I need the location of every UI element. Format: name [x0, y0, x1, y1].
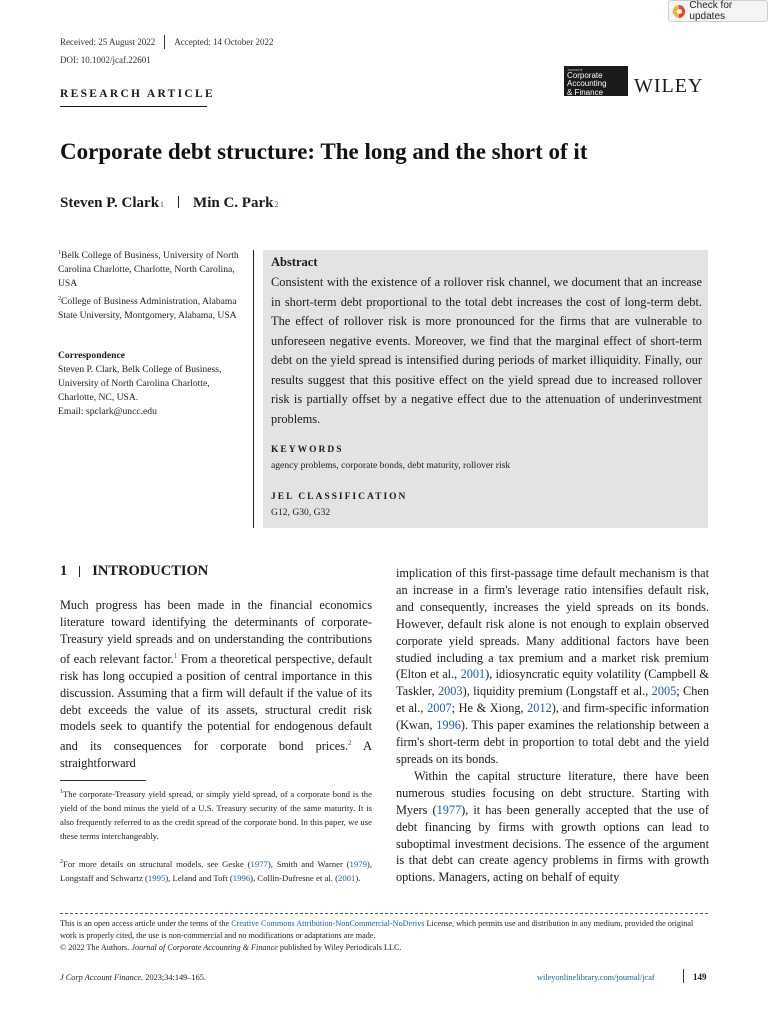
affiliation-text: Belk College of Business, University of North Carolina Charlotte, Charlotte, North Carolina, USA: [58, 250, 239, 290]
section-title: INTRODUCTION: [92, 563, 209, 579]
license-text-part: This is an open access article under the terms of the: [60, 919, 232, 928]
footnote-text: ), Smith and Warner (: [267, 858, 350, 869]
author-list: [60, 195, 278, 212]
body-text: From a theoretical perspective, default risk has long occupied a position of central importance in this discussion. Assuming that a firm will default if the value of its debt exceeds the value of its assets, structural credit risk models seek to quantify the potential for endogenous default and its consequences for corporate bond prices.: [60, 651, 373, 754]
copyright: [60, 942, 710, 954]
footnote-text: ), Leland and Toft (: [165, 872, 233, 883]
citation-link[interactable]: 1977: [250, 858, 268, 869]
author-affiliation-ref[interactable]: 1: [160, 200, 165, 209]
affiliation-number: 1: [58, 250, 61, 256]
footnote-number: 2: [60, 859, 63, 865]
citation-link[interactable]: 2001: [337, 872, 356, 883]
footnote-text: The corporate-Treasury yield spread, or simply yield spread, of a corporate bond is the yield of the bond minus the yield of a U.S. Treasury security of the same maturity. It is also frequently referred to as the credit spread of the corporate bond. In this paper, we use these terms interchangeably.: [60, 788, 372, 842]
received-date: Received: 25 August 2022: [60, 37, 156, 47]
footnote: [60, 855, 372, 885]
footnote-rule: [60, 780, 146, 781]
body-paragraph: [396, 768, 709, 886]
author-name: Min C. Park: [193, 195, 274, 211]
journal-logo-line: Journal of: [567, 68, 583, 72]
body-text: ), liquidity premium (Longstaff et al.,: [462, 684, 652, 699]
author-affiliation-ref[interactable]: 2: [274, 200, 279, 209]
date-separator: [164, 35, 165, 49]
correspondence-heading: Correspondence: [58, 350, 125, 361]
body-text: ), idiosyncratic equity volatility (Campbell & Taskler,: [396, 667, 709, 699]
body-paragraph: [60, 597, 372, 772]
license-rule: [60, 913, 708, 914]
affiliation: [58, 292, 244, 323]
citation-link[interactable]: 2001: [460, 667, 486, 682]
footer-journal: J Corp Account Finance.: [60, 973, 144, 982]
citation-link[interactable]: 1996: [436, 718, 461, 733]
license-notice: [60, 918, 710, 953]
jel-codes: G12, G30, G32: [271, 507, 331, 518]
footnote-text: ), Collin-Dufresne et al. (: [250, 872, 338, 883]
affiliation-number: 2: [58, 296, 61, 302]
accepted-date: Accepted: 14 October 2022: [174, 37, 274, 47]
citation-link[interactable]: 1996: [232, 872, 251, 883]
jel-heading: JEL CLASSIFICATION: [271, 492, 408, 502]
abstract-heading: Abstract: [271, 255, 318, 269]
body-text: ), it has been generally accepted that the use of debt financing by firms with growth options can lead to suboptimal investment decisions. The essence of the argument is that debt can create agency problems in firms with growth options. Managers, acting on behalf of equity: [396, 802, 709, 885]
footnote-text: For more details on structural models, see Geske (: [63, 858, 251, 869]
section-number: 1: [60, 563, 68, 579]
keywords-heading: KEYWORDS: [271, 445, 344, 455]
journal-url[interactable]: wileyonlinelibrary.com/journal/jcaf: [537, 973, 655, 982]
body-text: implication of this first-passage time default mechanism is that an increase in a firm's leverage ratio intensifies default risk, and consequently, increases the yield spreads on its bonds. However, default risk alone is not enough to explain observed corporate yield spreads. Many additional factors have been studied including a tax premium and a market risk premium (Elton et al.,: [396, 566, 709, 682]
body-text: ), and firm-specific information (Kwan,: [396, 701, 709, 733]
publisher-logo: WILEY: [634, 75, 704, 97]
abstract-text: Consistent with the existence of a rollover risk channel, we document that an increase in short-term debt proportional to the total debt increases the cost of long-term debt. The effect of rollover risk is more pronounced for the firms that are vulnerable to unforeseen negative events. Moreover, we find that the marginal effect of short-term debt on the yield spread is intensified during periods of market illiquidity. Finally, our results suggest that this positive effect on the yield spread due to increased rollover risk is partially offset by a negative effect due to the attenuation of underinvestment problems.: [271, 275, 702, 426]
footnote: [60, 785, 372, 843]
body-column-right: [396, 565, 709, 886]
section-heading: [60, 563, 208, 580]
correspondence-line: Steven P. Clark, Belk College of Business,: [58, 364, 222, 375]
citation-footer: [60, 973, 206, 982]
author-separator: [178, 196, 179, 208]
journal-logo-line: & Finance: [567, 87, 604, 97]
footer-volume: 2023;34:149–165.: [143, 973, 206, 982]
affiliation: [58, 246, 244, 291]
keywords: agency problems, corporate bonds, debt maturity, rollover risk: [271, 460, 511, 471]
article-dates: [60, 35, 273, 49]
correspondence-email[interactable]: Email: spclark@uncc.edu: [58, 406, 157, 417]
article-type: RESEARCH ARTICLE: [60, 88, 215, 100]
body-text: A straightforward: [60, 739, 372, 771]
footnote-ref[interactable]: 1: [173, 651, 178, 660]
citation-link[interactable]: 2012: [527, 701, 552, 716]
footnote-ref[interactable]: 2: [348, 739, 352, 748]
license-text-part: License, which permits use and distribution in any medium, provided the original work is properly cited, the use is non-commercial and no modifications or adaptations are made.: [60, 919, 694, 940]
copyright-text: published by Wiley Periodicals LLC.: [277, 942, 402, 952]
citation-link[interactable]: 2003: [437, 684, 463, 699]
paper-title: Corporate debt structure: The long and the short of it: [60, 139, 588, 164]
doi[interactable]: DOI: 10.1002/jcaf.22601: [60, 55, 151, 65]
journal-logo: [564, 66, 628, 96]
body-text: Much progress has been made in the financial economics literature toward identifying the determinants of corporate-Treasury yield spreads and on understanding the contributions of each relevant factor.: [60, 598, 372, 666]
article-type-underline: [60, 106, 207, 107]
body-text: ; He & Xiong,: [451, 701, 528, 716]
footnote-text: ).: [355, 872, 361, 883]
check-for-updates-button[interactable]: [668, 0, 768, 22]
correspondence-line: University of North Carolina Charlotte,: [58, 378, 210, 389]
citation-link[interactable]: 2005: [651, 684, 677, 699]
footer-separator: [683, 969, 684, 983]
citation-link[interactable]: 2007: [427, 701, 452, 716]
journal-logo-line: Corporate: [567, 71, 603, 80]
crossmark-icon: [673, 5, 685, 18]
journal-logo-line: Accounting: [567, 79, 607, 89]
affiliation-text: College of Business Administration, Alabama State University, Montgomery, Alabama, USA: [58, 296, 237, 322]
body-text: Within the capital structure literature, there have been numerous studies focusing on debt structure. Starting with Myers (: [396, 768, 709, 817]
abstract-rule: [253, 250, 254, 528]
body-text: ). This paper examines the relationship between a firm's short-term debt in proportion to total debt and the yield spreads on its bonds.: [396, 718, 709, 766]
citation-link[interactable]: 1979: [349, 858, 367, 869]
body-paragraph: [396, 565, 709, 768]
author-name: Steven P. Clark: [60, 195, 160, 211]
correspondence-text: [58, 363, 244, 419]
citation-link[interactable]: 1995: [147, 872, 166, 883]
footnote-text: ), Longstaff and Schwartz (: [60, 858, 372, 883]
correspondence-line: Charlotte, NC, USA.: [58, 392, 139, 403]
section-separator: [79, 566, 80, 577]
page-number: 149: [693, 972, 707, 982]
body-text: ; Chen et al.,: [396, 684, 710, 716]
check-for-updates-label: Check for updates: [689, 0, 733, 22]
copyright-text: © 2022 The Authors.: [60, 942, 132, 952]
footnote-number: 1: [60, 789, 63, 795]
citation-link[interactable]: 1977: [436, 802, 462, 817]
journal-name: Journal of Corporate Accounting & Finance: [131, 942, 278, 952]
license-text: [60, 918, 710, 942]
license-link[interactable]: Creative Commons Attribution-NonCommercial-NoDerivs: [231, 919, 425, 928]
